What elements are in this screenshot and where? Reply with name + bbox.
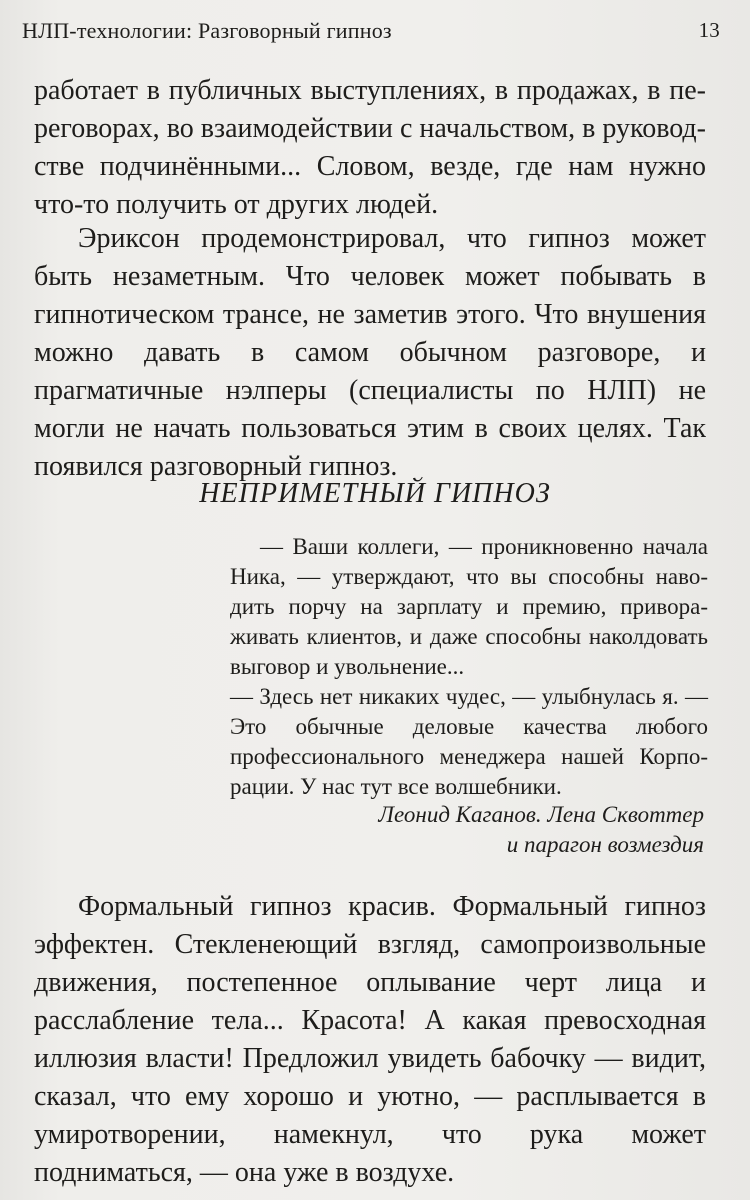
epigraph-line: — Здесь нет никаких чудес, — улыбнулась я. — Это обычные деловые качества любого профессионального менеджера нашей Корпорации. У нас тут все волшебники. bbox=[230, 684, 708, 799]
running-head bbox=[22, 18, 726, 50]
attribution-author: Леонид Каганов. Лена Сквоттер bbox=[378, 802, 704, 827]
epigraph bbox=[230, 532, 708, 802]
paragraph-text: работает в публичных выступлениях, в продажах, в переговорах, во взаимодействии с начальством, в руководстве подчинёнными... Словом, везде, где нам нужно что-то получить от других людей. bbox=[34, 75, 706, 220]
paragraph-text: Формальный гипноз красив. Формальный гипноз эффектен. Стекленеющий взгляд, самопроизвольные движения, постепенное оплывание черт лица и расслабление тела... Красота! А какая превосходная иллюзия власти! Предложил увидеть бабочку — видит, сказал, что ему хорошо и уютно, — расплывается в умиротворении, намекнул, что рука может подниматься, — она уже в воздухе. bbox=[34, 891, 706, 1188]
attribution-work: и парагон возмездия bbox=[506, 832, 704, 857]
epigraph-attribution bbox=[378, 800, 704, 860]
running-title: НЛП-технологии: Разговорный гипноз bbox=[22, 18, 392, 43]
page-number: 13 bbox=[698, 18, 720, 42]
paragraph-continuation bbox=[34, 72, 706, 224]
paragraph-formal-hypnosis bbox=[34, 888, 706, 1192]
section-heading: НЕПРИМЕТНЫЙ ГИПНОЗ bbox=[199, 478, 551, 509]
paragraph-text: Эриксон продемонстрировал, что гипноз может быть незаметным. Что человек может побывать в гипнотическом трансе, не заметив этого. Что внушения можно давать в самом обычном разговоре, и прагматичные нэлперы (специалисты по НЛП) не могли не начать пользоваться этим в своих целях. Так появился разговорный гипноз. bbox=[34, 223, 706, 482]
epigraph-line: — Ваши коллеги, — проникновенно начала Ника, — утверждают, что вы способны наводить порчу на зарплату и премию, приворaживать клиентов, и даже способны наколдовать выговор и увольнение... bbox=[230, 534, 708, 679]
paragraph-erickson bbox=[34, 220, 706, 486]
